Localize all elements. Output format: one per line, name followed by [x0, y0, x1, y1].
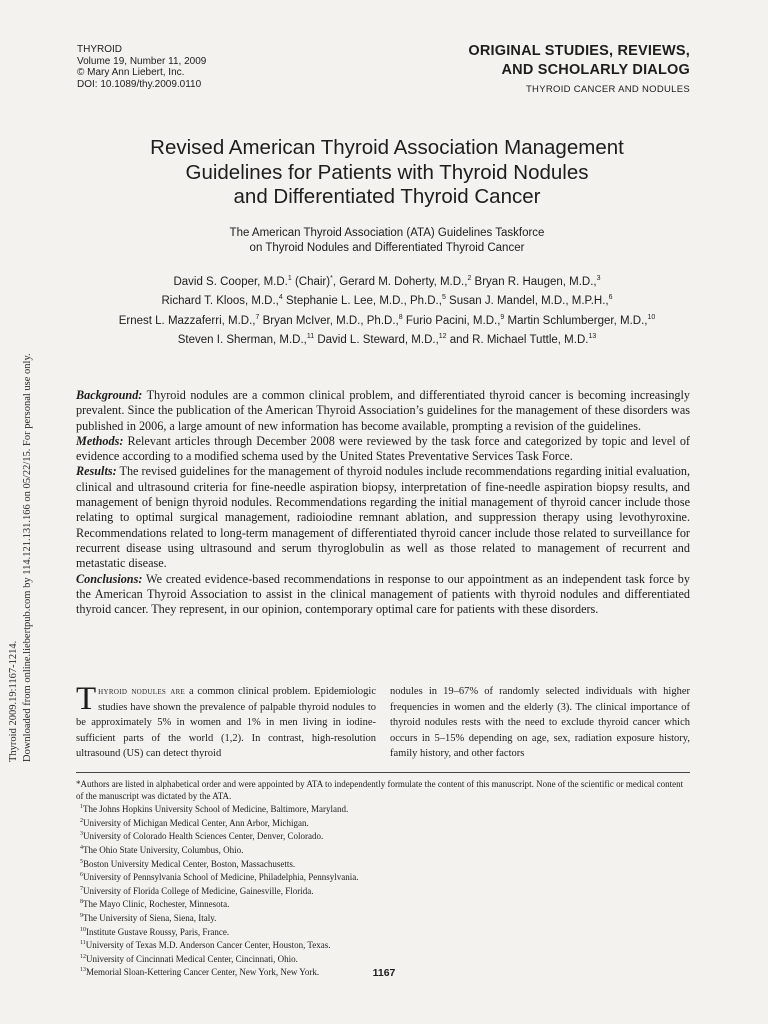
- footnote-text: University of Texas M.D. Anderson Cancer Center, Houston, Texas.: [85, 940, 331, 951]
- author-name: Steven I. Sherman, M.D.,: [177, 333, 307, 346]
- section-header: [468, 42, 690, 95]
- journal-name: THYROID: [77, 44, 122, 55]
- author-text: Bryan R. Haugen, M.D.,: [471, 275, 597, 288]
- author-list: [60, 271, 714, 348]
- author-text: Martin Schlumberger, M.D.,: [504, 314, 648, 327]
- affiliation-mark: 2: [467, 275, 472, 282]
- abstract-label: Background:: [76, 388, 143, 402]
- download-watermark: [7, 353, 35, 762]
- footnote-item: [76, 843, 690, 857]
- journal-volume: Volume 19, Number 11, 2009: [77, 55, 207, 67]
- footnote-text: The University of Siena, Siena, Italy.: [83, 912, 217, 923]
- taskforce-byline: [80, 226, 694, 256]
- section-title-line2: AND SCHOLARLY DIALOG: [501, 62, 690, 78]
- footnote-mark: 7: [80, 885, 83, 892]
- footnote-mark: 8: [80, 899, 83, 906]
- abstract-text: The revised guidelines for the management of thyroid nodules include recommendations regarding initial evaluation, clinical and ultrasound criteria for fine-needle aspiration biopsy, interpretation of fine-needle aspiration biopsy results, and management of benign thyroid nodules. Recommendations regarding the initial management of thyroid cancer include those relating to optimal surgical management, radioiodine remnant ablation, and suppression therapy using levothyroxine. Recommendations related to long-term management of differentiated thyroid cancer include those related to surveillance for recurrent disease using ultrasound and serum thyroglobulin as well as those related to management of recurrent and metastatic disease.: [76, 464, 690, 571]
- footnote-text: Institute Gustave Roussy, Paris, France.: [86, 926, 230, 937]
- footnote-mark: 4: [80, 844, 83, 851]
- footnote-mark: 2: [80, 817, 83, 824]
- affiliation-mark: 1: [287, 275, 292, 282]
- author-text: Furio Pacini, M.D.,: [402, 314, 501, 327]
- affiliation-mark: 5: [441, 294, 446, 302]
- author-text: Stephanie L. Lee, M.D., Ph.D.,: [282, 295, 442, 308]
- footnote-item: [76, 925, 690, 939]
- footnote-item: [76, 911, 690, 925]
- title-line: Revised American Thyroid Association Management: [150, 136, 624, 159]
- body-column-right: [390, 684, 690, 762]
- footnote-mark: 1: [80, 804, 83, 811]
- footnote-mark: 9: [80, 912, 83, 919]
- footnote-mark: 10: [80, 926, 86, 933]
- abstract-label: Results:: [76, 464, 117, 479]
- affiliation-mark: 12: [438, 332, 447, 340]
- body-text: a common clinical problem. Epidemiologic studies have shown the prevalence of palpable thyroid nodules to be approximately 5% in women and 1% in men living in iodine-sufficient parts of the world (1,2). In contrast, high-resolution ultrasound (US) can detect thyroid: [76, 686, 376, 760]
- affiliation-mark: 7: [255, 313, 260, 321]
- footnote-item: [76, 816, 690, 830]
- footnotes: [76, 777, 690, 979]
- footnote-item: [76, 870, 690, 884]
- affiliation-mark: 13: [588, 332, 597, 340]
- footnote-item: [76, 897, 690, 911]
- author-text: , Gerard M. Doherty, M.D.,: [332, 275, 468, 288]
- abstract-text: We created evidence-based recommendations in response to our appointment as an independent task force by the American Thyroid Association to assist in the clinical management of patients with thyroid nodules and differentiated thyroid cancer. They represent, in our opinion, contemporary optimal care for patients with these disorders.: [76, 571, 690, 617]
- title-line: and Differentiated Thyroid Cancer: [233, 185, 541, 208]
- footnote-item: [76, 938, 690, 952]
- footnote-mark: 6: [80, 872, 83, 879]
- taskforce-line: The American Thyroid Association (ATA) Guidelines Taskforce: [229, 227, 545, 239]
- footnote-item: [76, 777, 690, 802]
- footnote-text: University of Florida College of Medicine, Gainesville, Florida.: [83, 885, 314, 896]
- taskforce-line: on Thyroid Nodules and Differentiated Thyroid Cancer: [249, 242, 525, 254]
- abstract-label: Conclusions:: [76, 571, 143, 586]
- affiliation-mark: 8: [398, 313, 403, 321]
- author-text: (Chair): [291, 275, 331, 288]
- author-name: Ernest L. Mazzaferri, M.D.,: [118, 314, 256, 327]
- affiliation-mark: 4: [278, 294, 283, 302]
- footnote-text: Boston University Medical Center, Boston, Massachusetts.: [83, 858, 296, 869]
- footnote-text: University of Colorado Health Sciences Center, Denver, Colorado.: [83, 831, 324, 842]
- abstract-results: [76, 464, 690, 571]
- subsection-label: THYROID CANCER AND NODULES: [525, 84, 690, 95]
- download-note: Downloaded from online.liebertpub.com by 114.121.131.166 on 05/22/15. For personal use only.: [22, 353, 33, 762]
- footnote-text: The Mayo Clinic, Rochester, Minnesota.: [83, 899, 230, 910]
- footnote-text: University of Michigan Medical Center, Ann Arbor, Michigan.: [83, 817, 309, 828]
- footnote-item: [76, 829, 690, 843]
- abstract-text: Thyroid nodules are a common clinical problem, and differentiated thyroid cancer is becoming increasingly prevalent. Since the publication of the American Thyroid Association’s guidelines for the management of these disorders was published in 2006, a large amount of new information has become available, prompting a revision of the guidelines.: [76, 388, 690, 433]
- affiliation-mark: 6: [608, 294, 613, 302]
- footnote-text: The Johns Hopkins University School of Medicine, Baltimore, Maryland.: [83, 804, 349, 815]
- footnote-mark: 13: [80, 967, 86, 974]
- author-name: Richard T. Kloos, M.D.,: [161, 295, 279, 308]
- abstract-conclusions: [76, 572, 690, 618]
- affiliation-mark: 9: [500, 313, 505, 321]
- footnote-text: University of Cincinnati Medical Center, Cincinnati, Ohio.: [86, 953, 298, 964]
- footnote-mark: 3: [80, 831, 83, 838]
- author-text: and R. Michael Tuttle, M.D.: [446, 333, 589, 346]
- footnote-mark: 11: [80, 940, 86, 947]
- footnote-text: University of Pennsylvania School of Medicine, Philadelphia, Pennsylvania.: [83, 872, 359, 883]
- footnote-text: *Authors are listed in alphabetical order and were appointed by ATA to independently formulate the content of this manuscript. None of the scientific or medical content of the manuscript was dictated by the ATA.: [76, 779, 684, 801]
- footnote-mark: 12: [80, 953, 86, 960]
- abstract-methods: [76, 434, 690, 465]
- author-line: [60, 329, 714, 348]
- title-line: Guidelines for Patients with Thyroid Nodules: [185, 160, 589, 184]
- abstract: [76, 388, 690, 617]
- affiliation-mark: 11: [306, 332, 315, 340]
- body-text: nodules in 19–67% of randomly selected individuals with higher frequencies in women and the elderly (3). The clinical importance of thyroid nodules rests with the need to exclude thyroid cancer which occurs in 5–15% depending on age, sex, radiation exposure history, family history, and other factors: [390, 686, 690, 760]
- page-number: 1167: [372, 967, 396, 979]
- drop-cap: T: [76, 681, 97, 717]
- abstract-text: Relevant articles through December 2008 were reviewed by the task force and categorized by topic and level of evidence according to a modified schema used by the United States Preventative Services Task Force.: [76, 433, 690, 464]
- author-text: Susan J. Mandel, M.D., M.P.H.,: [445, 295, 609, 308]
- affiliation-mark: 3: [596, 275, 601, 282]
- section-title-line1: ORIGINAL STUDIES, REVIEWS,: [468, 43, 690, 59]
- footnote-item: [76, 857, 690, 871]
- footnote-item: [76, 884, 690, 898]
- affiliation-mark: *: [330, 275, 333, 282]
- journal-doi: DOI: 10.1089/thy.2009.0110: [77, 78, 202, 90]
- abstract-label: Methods:: [76, 433, 124, 448]
- author-line: [60, 290, 714, 309]
- affiliation-mark: 10: [647, 313, 656, 321]
- author-line: [60, 271, 714, 290]
- author-name: David S. Cooper, M.D.: [173, 275, 288, 288]
- citation-note: Thyroid 2009.19:1167-1214.: [8, 640, 19, 762]
- author-text: Bryan McIver, M.D., Ph.D.,: [259, 314, 399, 327]
- paper-title: [80, 136, 694, 210]
- lead-in-caps: hyroid nodules are: [98, 686, 186, 697]
- footnote-text: The Ohio State University, Columbus, Ohio.: [83, 844, 244, 855]
- footnote-divider: [76, 772, 690, 773]
- journal-info: [77, 44, 206, 90]
- journal-copyright: © Mary Ann Liebert, Inc.: [77, 67, 185, 78]
- author-line: [60, 310, 714, 329]
- footnote-item: [76, 802, 690, 816]
- body-column-left: [76, 681, 376, 762]
- author-text: David L. Steward, M.D.,: [314, 333, 439, 346]
- footnote-item: [76, 952, 690, 966]
- footnote-mark: 5: [80, 858, 83, 865]
- footnote-text: Memorial Sloan-Kettering Cancer Center, New York, New York.: [86, 967, 320, 978]
- abstract-background: [76, 388, 690, 434]
